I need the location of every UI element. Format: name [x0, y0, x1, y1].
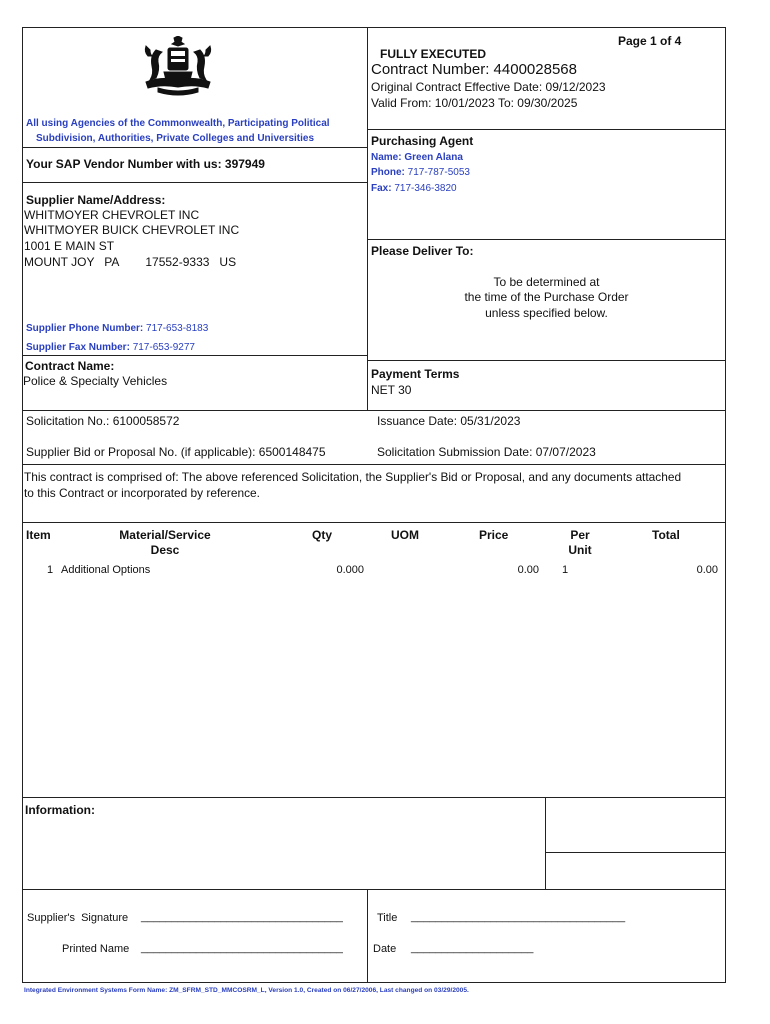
col-header-item: Item — [26, 528, 51, 542]
status-fully-executed: FULLY EXECUTED — [380, 47, 487, 61]
border-bottom — [22, 982, 726, 983]
col-header-qty: Qty — [312, 528, 333, 542]
supplier-fax-value: 717-653-9277 — [132, 342, 195, 353]
contract-name-value: Police & Specialty Vehicles — [23, 374, 168, 388]
supplier-line-1: WHITMOYER CHEVROLET INC — [24, 208, 200, 222]
supplier-phone-value: 717-653-8183 — [146, 323, 209, 334]
deliver-to-title: Please Deliver To: — [371, 244, 474, 258]
sap-vendor-number: Your SAP Vendor Number with us: 397949 — [26, 157, 265, 171]
supplier-signature-field[interactable]: _________________________________ — [141, 911, 343, 923]
hsep-full-5 — [22, 889, 725, 890]
comprised-line-1: This contract is comprised of: The above referenced Solicitation, the Supplier's Bid or Proposal, and any documents attached — [24, 470, 682, 484]
title-field[interactable]: ___________________________________ — [411, 911, 626, 923]
row-price: 0.00 — [517, 564, 539, 576]
hsep-right-2 — [367, 239, 725, 240]
valid-date-range: Valid From: 10/01/2023 To: 09/30/2025 — [371, 96, 578, 110]
purchasing-agent-fax — [371, 182, 457, 196]
row-total: 0.00 — [696, 564, 718, 576]
contract-name-title: Contract Name: — [25, 359, 115, 373]
hsep-left-2 — [22, 182, 367, 183]
form-footer: Integrated Environment Systems Form Name: ZM_SFRM_STD_MMCOSRM_L, Version 1.0, Created on 06/27/2006, Last changed on 03/29/2005. — [24, 987, 469, 994]
hsep-full-1 — [22, 410, 725, 411]
col-header-per-2: Unit — [568, 543, 592, 557]
hsep-full-3 — [22, 522, 725, 523]
agent-fax-label: Fax: — [371, 183, 392, 194]
hsep-left-3 — [22, 355, 367, 356]
col-header-total: Total — [652, 528, 680, 542]
agencies-line-1: All using Agencies of the Commonwealth, Participating Political — [26, 118, 330, 129]
hsep-left-1 — [22, 147, 367, 148]
title-label: Title — [377, 912, 398, 924]
col-header-desc-1: Material/Service — [119, 528, 211, 542]
col-header-per-1: Per — [570, 528, 590, 542]
deliver-line-2: the time of the Purchase Order — [464, 290, 629, 304]
col-header-desc-2: Desc — [150, 543, 180, 557]
row-qty: 0.000 — [336, 564, 364, 576]
row-per-unit: 1 — [562, 564, 569, 576]
date-field[interactable]: ____________________ — [411, 942, 534, 954]
border-left — [22, 27, 23, 982]
submission-date: Solicitation Submission Date: 07/07/2023 — [377, 445, 596, 459]
supplier-fax — [26, 341, 195, 355]
vsep-signature — [367, 889, 368, 982]
hsep-right-1 — [367, 129, 725, 130]
payment-terms-value: NET 30 — [371, 383, 412, 397]
col-header-price: Price — [479, 528, 509, 542]
hsep-info — [545, 852, 725, 853]
deliver-line-1: To be determined at — [493, 275, 600, 289]
coat-of-arms-seal — [138, 36, 218, 98]
purchasing-agent-name — [371, 151, 463, 165]
solicitation-number: Solicitation No.: 6100058572 — [26, 414, 180, 428]
supplier-title: Supplier Name/Address: — [26, 193, 166, 207]
row-desc: Additional Options — [61, 564, 151, 576]
original-effective-date: Original Contract Effective Date: 09/12/2023 — [371, 80, 606, 94]
contract-number: Contract Number: 4400028568 — [371, 61, 577, 78]
agent-name-label: Name: — [371, 152, 402, 163]
agent-fax-value: 717-346-3820 — [394, 183, 457, 194]
border-right — [725, 27, 726, 982]
date-label: Date — [373, 943, 397, 955]
issuance-date: Issuance Date: 05/31/2023 — [377, 414, 521, 428]
supplier-line-3: 1001 E MAIN ST — [24, 239, 115, 253]
hsep-right-3 — [367, 360, 725, 361]
supplier-phone — [26, 322, 208, 336]
vsep-info — [545, 797, 546, 889]
comprised-line-2: to this Contract or incorporated by reference. — [24, 486, 260, 500]
payment-terms-title: Payment Terms — [371, 367, 460, 381]
hsep-full-4 — [22, 797, 725, 798]
border-top — [22, 27, 725, 28]
supplier-line-2: WHITMOYER BUICK CHEVROLET INC — [24, 223, 240, 237]
agent-phone-label: Phone: — [371, 167, 405, 178]
col-header-uom: UOM — [391, 528, 419, 542]
row-item: 1 — [47, 564, 54, 576]
supplier-fax-label: Supplier Fax Number: — [26, 342, 130, 353]
printed-name-field[interactable]: _________________________________ — [141, 942, 343, 954]
purchasing-agent-title: Purchasing Agent — [371, 134, 474, 148]
agencies-line-2: Subdivision, Authorities, Private Colleges and Universities — [36, 133, 315, 144]
supplier-bid-number: Supplier Bid or Proposal No. (if applicable): 6500148475 — [26, 445, 326, 459]
agent-phone-value: 717-787-5053 — [407, 167, 470, 178]
information-label: Information: — [25, 803, 95, 817]
supplier-line-4: MOUNT JOY PA 17552-9333 US — [24, 255, 237, 269]
supplier-signature-label: Supplier's Signature — [27, 912, 129, 924]
purchasing-agent-phone — [371, 166, 470, 180]
deliver-line-3: unless specified below. — [485, 306, 608, 320]
supplier-phone-label: Supplier Phone Number: — [26, 323, 144, 334]
page-number: Page 1 of 4 — [618, 34, 682, 48]
hsep-full-2 — [22, 464, 725, 465]
agent-name-value: Green Alana — [404, 152, 463, 163]
printed-name-label: Printed Name — [62, 943, 130, 955]
vsep-upper — [367, 27, 368, 411]
